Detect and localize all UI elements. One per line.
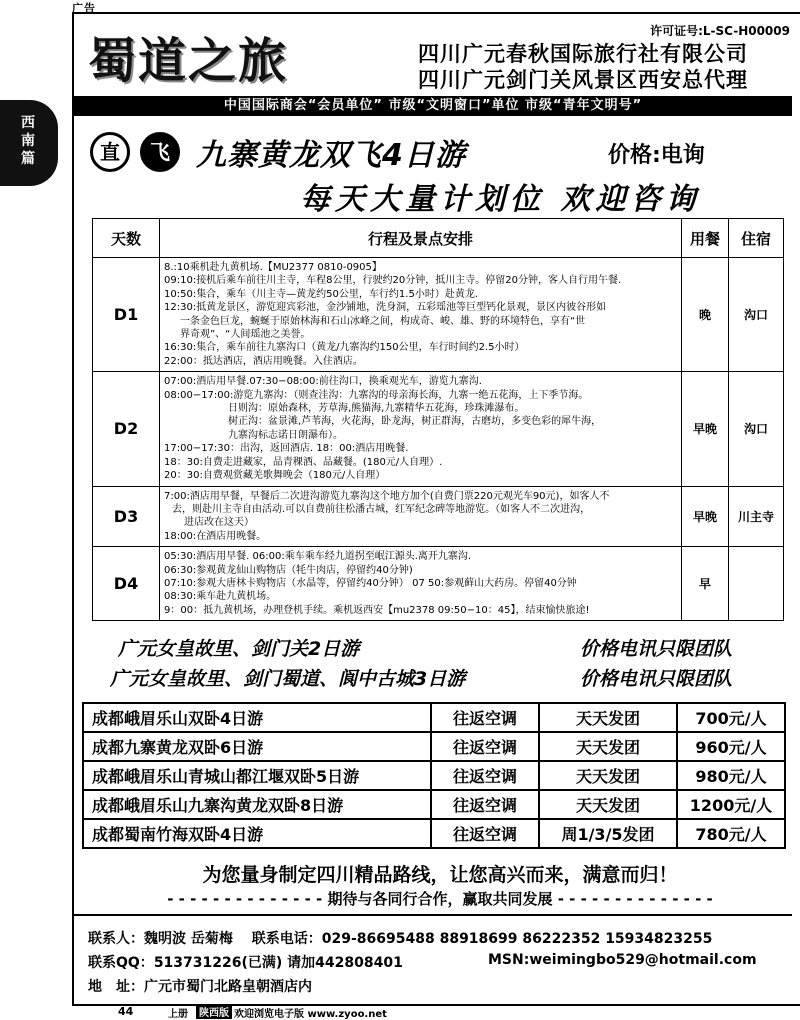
- section-tab-label: 西南篇: [21, 115, 35, 167]
- tour-title: 九寨黄龙双飞4日游: [196, 138, 466, 173]
- section-tab: [0, 100, 58, 186]
- contact-address-label: 地 址：: [88, 979, 144, 995]
- page-number: 44: [118, 1005, 134, 1018]
- col-schedule: 行程及景点安排: [160, 219, 682, 258]
- schedule-line: 树正沟：盆景滩,芦苇海，火花海，卧龙海，树正群海，古磨坊，多变色彩的犀牛海，: [228, 416, 602, 428]
- promo-tour-name: 广元女皇故里、剑门关2日游: [118, 638, 360, 660]
- schedule-line: 18：30:自费走进藏家，品青稞酒、品藏餐。(180元/人自理）.: [164, 456, 443, 468]
- promo-tour-price: 价格电讯只限团队: [580, 638, 733, 660]
- brand-logo: 蜀道之旅: [88, 33, 289, 89]
- route-frequency: 天天发团: [539, 761, 677, 790]
- website-link[interactable]: 欢迎浏览电子版 www.zyoo.net: [234, 1009, 387, 1020]
- day-stay: 沟口: [729, 372, 784, 486]
- route-price: 960元/人: [677, 732, 785, 761]
- schedule-line: 20：30:自费观赏藏羌歌舞晚会（180元/人自理）: [164, 470, 386, 482]
- day-schedule: [160, 258, 682, 372]
- company-agency: 四川广元剑门关风景区西安总代理: [418, 68, 748, 92]
- day-schedule: [160, 372, 682, 486]
- day-schedule: [160, 486, 682, 547]
- col-day: 天数: [93, 219, 160, 258]
- contact-msn-label: MSN:: [488, 952, 530, 968]
- ad-tag: 广告: [72, 2, 96, 15]
- contact-qq-label: 联系QQ：: [88, 955, 154, 971]
- day-label: D3: [93, 486, 160, 547]
- tagline: 为您量身制定四川精品路线，让您高兴而来，满意而归！: [202, 864, 678, 886]
- schedule-line: 7:00:酒店用早餐，早餐后二次进沟游览九寨沟这个地方加个(自费门票220元观光车90元)，如客人不: [164, 490, 610, 502]
- itinerary-row-d3: [93, 486, 784, 547]
- contact-persons-row: [88, 928, 712, 948]
- route-price: 1200元/人: [677, 790, 785, 819]
- route-name: 成都蜀南竹海双卧4日游: [83, 819, 431, 848]
- contact-divider: [74, 914, 792, 916]
- schedule-line: 07:00:酒店用早餐.07:30−08:00:前往沟口，换乘观光车，游览九寨沟.: [164, 376, 482, 388]
- route-frequency: 天天发团: [539, 790, 677, 819]
- honors-bar: 中国国际商会“会员单位” 市级“文明窗口”单位 市级“青年文明号”: [74, 96, 792, 116]
- day-stay: [729, 547, 784, 621]
- slogan: 每天大量计划位 欢迎咨询: [300, 182, 701, 217]
- schedule-line: 界奇观”、“人间瑶池之美誉。: [180, 329, 311, 341]
- direct-badge-icon: 直: [90, 132, 130, 172]
- license-number: 许可证号:L-SC-H00009: [650, 24, 790, 38]
- route-transport: 往返空调: [431, 732, 539, 761]
- volume-label: 上册: [168, 1009, 188, 1020]
- publication-badge: 陕西版: [196, 1004, 232, 1019]
- route-price: 700元/人: [677, 703, 785, 732]
- day-stay: 沟口: [729, 258, 784, 372]
- route-name: 成都峨眉乐山双卧4日游: [83, 703, 431, 732]
- route-frequency: 天天发团: [539, 703, 677, 732]
- col-stay: 住宿: [729, 219, 784, 258]
- schedule-line: 08:00−17:00:游览九寨沟：（则查洼沟：九寨沟的母亲海长海，九寨一绝五花海，上下季节海。: [164, 389, 589, 401]
- promo-tour-price: 价格电讯只限团队: [580, 668, 733, 690]
- schedule-line: 16:30:集合，乘车前往九寨沟口（黄龙/九寨沟约150公里，车行时间约2.5小时）: [164, 342, 525, 354]
- flight-badge-icon: 飞: [140, 132, 180, 172]
- schedule-line: 日则沟：原始森林，芳草海,熊猫海,九寨精华五花海，珍珠滩瀑布。: [228, 403, 525, 415]
- day-schedule: [160, 547, 682, 621]
- contact-msn: weimingbo529@hotmail.com: [529, 952, 757, 968]
- contact-qq: 513731226(已满) 请加442808401: [153, 955, 403, 971]
- schedule-line: 8.:10乘机赴九黄机场.【MU2377 0810-0905】: [164, 262, 382, 273]
- route-price: 980元/人: [677, 761, 785, 790]
- contact-address: 广元市蜀门北路皇朝酒店内: [144, 979, 312, 995]
- contact-persons: 魏明波 岳菊梅: [144, 931, 233, 947]
- route-row: [83, 761, 785, 790]
- schedule-line: 12:30:抵黄龙景区，游览迎宾彩池，金沙铺地，洗身洞，五彩瑶池等巨型钙化景观，景区内彼谷形如: [164, 302, 607, 314]
- contact-qq-row: [88, 952, 403, 972]
- itinerary-row-d1: [93, 258, 784, 372]
- route-row: [83, 819, 785, 848]
- day-meals: 晚: [682, 258, 729, 372]
- schedule-line: 05:30:酒店用早餐. 06:00:乘车乘车经九道拐至岷江源头.离开九寨沟.: [164, 551, 472, 563]
- day-meals: 早晚: [682, 372, 729, 486]
- day-label: D1: [93, 258, 160, 372]
- schedule-line: 17:00−17:30：出沟，返回酒店. 18：00:酒店用晚餐.: [164, 443, 409, 455]
- contact-phone-label: 联系电话：: [251, 931, 322, 947]
- contact-msn-row: [488, 952, 757, 968]
- col-meals: 用餐: [682, 219, 729, 258]
- route-transport: 往返空调: [431, 819, 539, 848]
- schedule-line: 进店改在这天）: [184, 517, 254, 529]
- schedule-line: 08:30:乘车赴九黄机场。: [164, 591, 277, 603]
- route-price: 780元/人: [677, 819, 785, 848]
- schedule-line: 一条金色巨龙，蜿蜒于原始林海和石山冰峰之间，构成奇、峻、雄、野的环境特色，享有“世: [180, 315, 586, 327]
- itinerary-table: [92, 218, 784, 621]
- route-row: [83, 732, 785, 761]
- contact-person-label: 联系人：: [88, 931, 144, 947]
- tour-price: 价格:电询: [608, 143, 705, 168]
- route-name: 成都九寨黄龙双卧6日游: [83, 732, 431, 761]
- day-stay: 川主寺: [729, 486, 784, 547]
- day-meals: 早: [682, 547, 729, 621]
- contact-address-row: [88, 976, 312, 996]
- day-label: D4: [93, 547, 160, 621]
- route-name: 成都峨眉乐山青城山都江堰双卧5日游: [83, 761, 431, 790]
- day-label: D2: [93, 372, 160, 486]
- promo-tour-name: 广元女皇故里、剑门蜀道、阆中古城3日游: [110, 668, 466, 690]
- route-row: [83, 703, 785, 732]
- route-transport: 往返空调: [431, 790, 539, 819]
- itinerary-row-d4: [93, 547, 784, 621]
- schedule-line: 09:10:接机后乘车前往川主寺，车程8公里，行驶约20分钟，抵川主寺。停留20分钟，客人自行用午餐.: [164, 275, 622, 287]
- schedule-line: 9：00：抵九黄机场，办理登机手续。乘机返西安【mu2378 09:50−10：45】，结束愉快旅途!: [164, 604, 590, 616]
- route-frequency: 周1/3/5发团: [539, 819, 677, 848]
- schedule-line: 18:00:在酒店用晚餐。: [164, 530, 267, 542]
- route-transport: 往返空调: [431, 703, 539, 732]
- cooperation-line: - - - - - - - - - - - - - - 期待与各同行合作，赢取共同发展 - - - - - - - - - - - - - -: [167, 890, 713, 908]
- schedule-line: 07:10:参观大唐林卡购物店（水晶等，停留约40分钟） 07 50:参观藓山大药房。停留40分钟: [164, 577, 577, 589]
- schedule-line: 10:50:集合，乘车（川主寺—黄龙约50公里，车行约1.5小时）赴黄龙.: [164, 288, 478, 300]
- routes-table: [82, 702, 786, 849]
- day-meals: 早晚: [682, 486, 729, 547]
- itinerary-row-d2: [93, 372, 784, 486]
- company-name: 四川广元春秋国际旅行社有限公司: [418, 42, 748, 66]
- route-name: 成都峨眉乐山九寨沟黄龙双卧8日游: [83, 790, 431, 819]
- schedule-line: 九寨沟标志诺日朗瀑布）。: [228, 429, 343, 441]
- contact-phones: 029-86695488 88918699 86222352 15934823255: [321, 931, 713, 947]
- schedule-line: 22:00：抵达酒店，酒店用晚餐。入住酒店。: [164, 355, 363, 367]
- itinerary-header-row: [93, 219, 784, 258]
- route-frequency: 天天发团: [539, 732, 677, 761]
- route-row: [83, 790, 785, 819]
- route-transport: 往返空调: [431, 761, 539, 790]
- schedule-line: 去，则赴川主寺自由活动.可以自费前往松潘古城，红军纪念碑等地游览。（如客人不二次进沟，: [172, 503, 591, 515]
- schedule-line: 06:30:参观黄龙仙山购物店（牦牛肉店，停留约40分钟): [164, 564, 413, 576]
